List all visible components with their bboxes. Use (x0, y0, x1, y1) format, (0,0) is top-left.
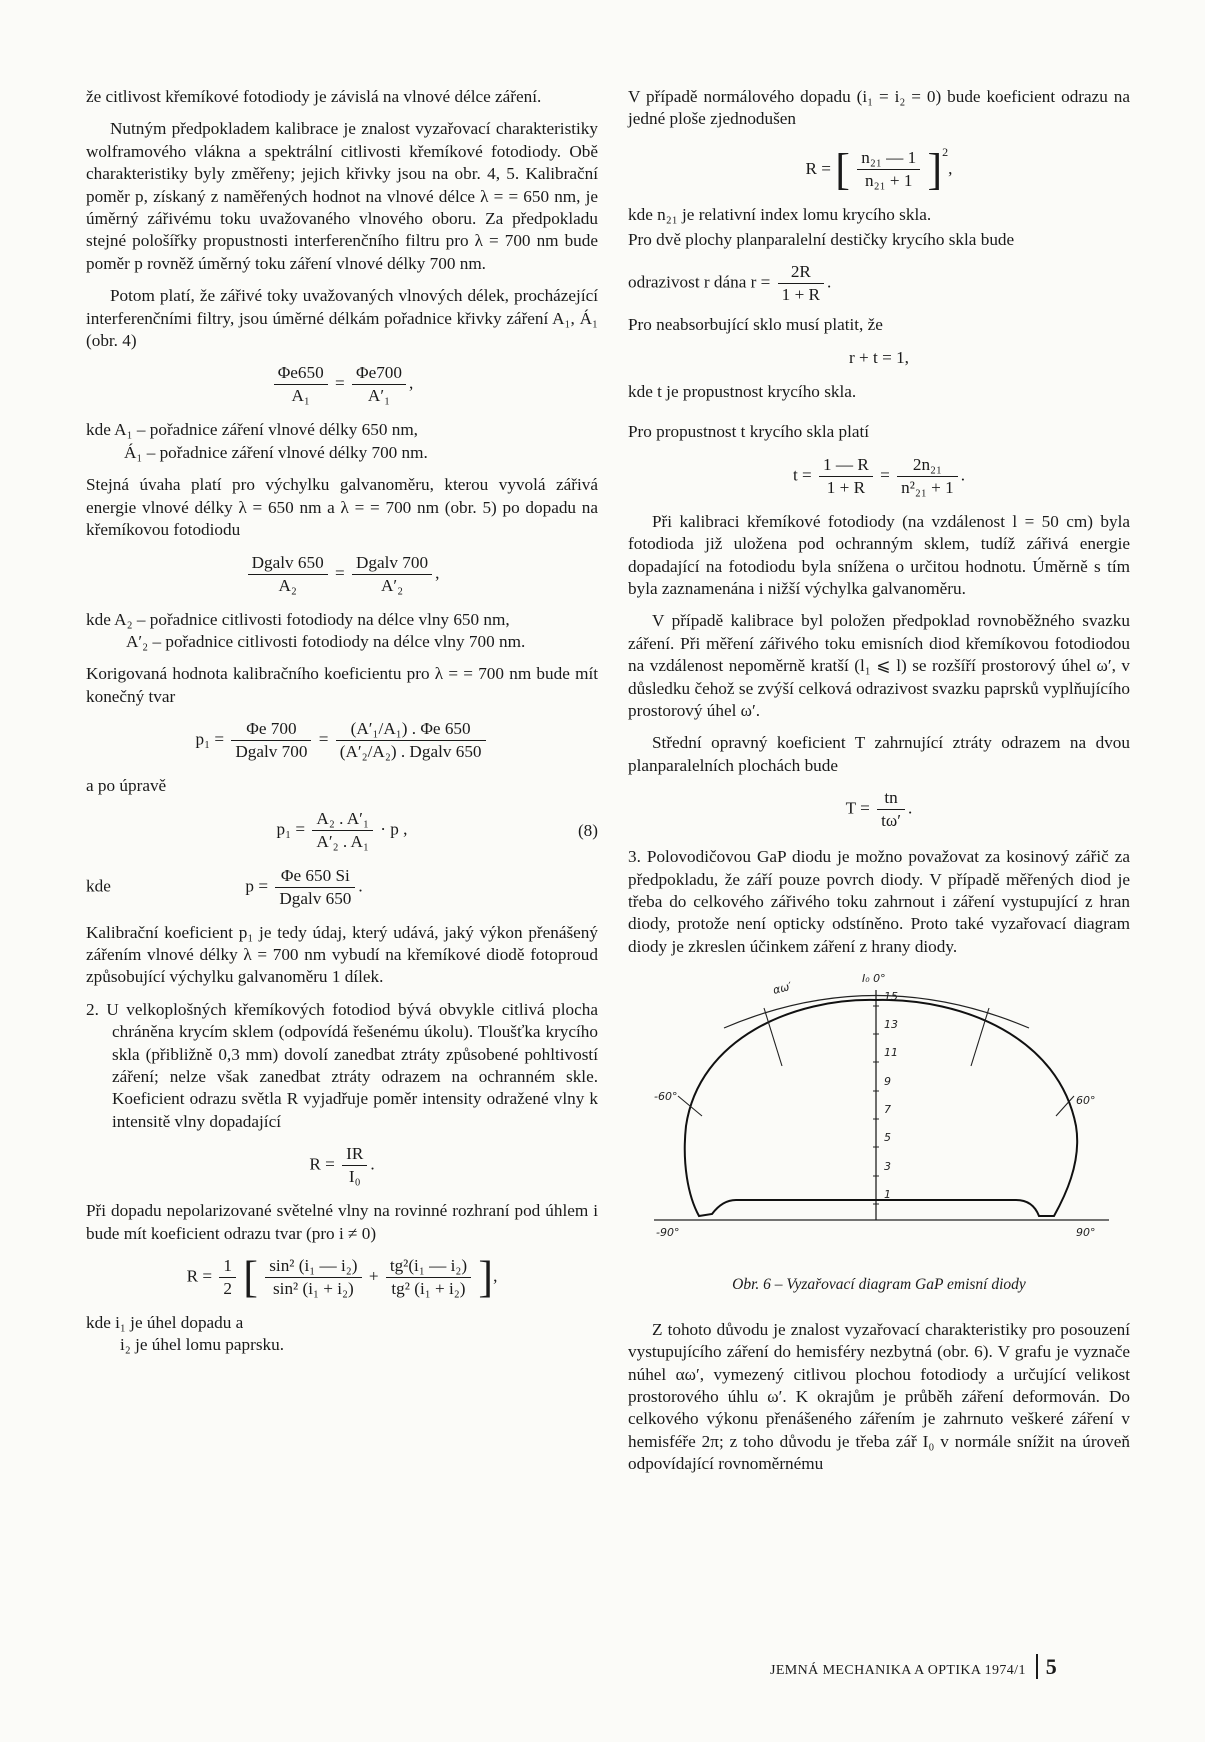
eq-denominator: Dgalv 700 (235, 742, 308, 762)
tick-label: 15 (884, 990, 898, 1004)
radiation-curve (685, 1000, 1077, 1216)
eq-denominator: tg² (i₁ + i₂) (391, 1279, 466, 1298)
equation-r2: odrazivost r dána r = $\frac{2R}{1 + R}$ . (628, 262, 832, 305)
eq-lhs: R = (186, 1266, 213, 1286)
tick-label: 3 (884, 1160, 891, 1174)
eq-numerator: Φe 700 (231, 718, 311, 741)
paragraph: a po úpravě (86, 776, 167, 796)
eq-denominator: (A′₂/A₂) . Dgalv 650 (339, 742, 482, 762)
eq-lhs: T = (845, 798, 870, 818)
eq-numerator: Φe650 (274, 362, 328, 385)
equation-2: $\frac{\text{Dgalv 650}}{\text{A₂}}$ = $\frac{\text{Dgalv 700}}{\text{A′₂}}$ , (86, 552, 598, 597)
eq-denominator: Dgalv 650 (279, 888, 352, 908)
kde-label: kde (86, 875, 111, 895)
eq-numerator: IR (342, 1143, 367, 1166)
paragraph: 3. Polovodičovou GaP diodu je možno považovat za kosinový zářič za předpokladu, že září pouze povrch diody. V případě měřených diod je třeba do celkového zářivého toku zahrnout i záření vystupující z hran diody, protože není opticky odstíněno. Proto také vyzařovací diagram diody je zkreslen účinkem záření z hrany diody. (628, 847, 1130, 956)
eq-denominator: A₁ (291, 386, 310, 406)
paragraph-numbered: 2. U velkoplošných křemíkových fotodiod bývá obvykle citlivá plocha chráněna krycím sklem (odpovídá řešenému úkolu). Tloušťka krycího skla (přibližně 0,3 mm) dovolí zanedbat ztráty způsobené pohltivostí záření; nelze však zanedbat ztráty odrazem na ochranném skle. Koeficient odrazu světla R vyjadřuje poměr intensity odražené vlny k intensitě vlny dopadající (86, 999, 598, 1131)
right-bracket: ] (478, 1252, 494, 1302)
equation-r3: r + t = 1, (849, 347, 909, 367)
right-bracket: ] (927, 144, 943, 194)
eq-denominator: I₀ (348, 1167, 361, 1187)
eq-numerator: Dgalv 650 (248, 552, 328, 575)
definition-line: Á₁ – pořadnice záření vlnové délky 700 nm. (124, 442, 428, 462)
eq-numerator: tn (877, 787, 905, 810)
equation-6: R = $\frac{IR}{\text{I₀}}$ . (309, 1144, 375, 1187)
eq-numerator: 2n₂₁ (897, 454, 958, 477)
paragraph: Pro propustnost t krycího skla platí (628, 422, 870, 442)
paragraph: Potom platí, že zářivé toky uvažovaných vlnových délek, procházející interferenčními filtry, jsou úměrné délkám pořadnice křivky záření A₁, Á₁ (obr. 4) (86, 286, 598, 351)
paragraph: Při kalibraci křemíkové fotodiody (na vzdálenost l = 50 cm) byla fotodioda již uložena pod ochranným sklem, tudíž zářivá energie dopadající na fotodiodu byla snížena o určitou hodnotu. Úměrně s tím byla zaznamenána i nižší výchylka galvanoměru. (628, 511, 1130, 599)
definitions-2 (86, 609, 598, 654)
page-footer (770, 1654, 1057, 1680)
eq-lhs: R = (309, 1154, 335, 1174)
definition-line: kde A₁ – pořadnice záření vlnové délky 650 nm, (86, 420, 418, 440)
paragraph: Nutným předpokladem kalibrace je znalost vyzařovací charakteristiky wolframového vlákna a spektrální citlivosti křemíkové fotodiody. Obě charakteristiky byly změřeny; jejich křivky jsou na obr. 4, 5. Kalibrační poměr p, získaný z naměřených hodnot na vlnové délce λ = = 650 nm, je úměrný zářivému toku uvažovaného vlnového oboru. Za předpokladu stejné pološířky propustnosti interferenčního filtru pro λ = 700 nm bude poměr p rovněž úměrný toku záření vlnové délky 700 nm. (86, 119, 598, 273)
eq-numerator: n₂₁ — 1 (857, 147, 920, 170)
label-omega: αω′ (771, 980, 794, 998)
definition-line: kde A₂ – pořadnice citlivosti fotodiody na délce vlny 650 nm, (86, 609, 510, 629)
definition-line: kde i₁ je úhel dopadu a (86, 1313, 244, 1332)
eq-denominator: 2 (223, 1279, 232, 1298)
tick-label: 5 (884, 1131, 891, 1145)
left-column (86, 86, 598, 1367)
paragraph: kde n₂₁ je relativní index lomu krycího skla. (628, 205, 932, 225)
eq-denominator: 1 + R (781, 285, 821, 305)
eq-denominator: A′₂ . A₁ (316, 831, 369, 851)
eq-lhs: p₁ = (195, 729, 225, 749)
equation-5: kde p = $\frac{\Phi e 650 Si}{\text{Dgalv 650}}$ . (86, 865, 363, 908)
paragraph: Střední opravný koeficient T zahrnující ztráty odrazem na dvou planparalelních plochách bude (628, 733, 1130, 775)
paragraph: Pro neabsorbující sklo musí platit, že (628, 315, 883, 335)
eq-numerator: tg²(i₁ — i₂) (386, 1255, 471, 1278)
eq-numerator: 1 (219, 1255, 236, 1278)
eq-denominator: 1 + R (826, 477, 866, 497)
equation-r1: R = [ $\frac{\text{n₂₁ — 1}}{\text{n₂₁ + 1}}$ ]$^2$, (805, 144, 953, 194)
eq-numerator: (A′₁/A₁) . Φe 650 (336, 718, 486, 741)
label-minus60: -60° (654, 1090, 678, 1104)
paragraph: V případě kalibrace byl položen předpoklad rovnoběžného svazku záření. Při měření zářivého toku emisních diod křemíkovou fotodiodou na vzdálenost nepoměrně kratší (l₁ ⩽ l) se rozšíří prostorový úhel ω′, v důsledku čehož se zvýší celková odrazivost svazku paprsků vyplňujícího prostorový úhel ω′. (628, 611, 1130, 721)
eq-numerator: 2R (778, 261, 824, 284)
eq-denominator: A′₂ (380, 575, 404, 595)
eq-numerator: 1 — R (819, 454, 873, 477)
eq-numerator: sin² (i₁ — i₂) (265, 1255, 361, 1278)
label-plus60: 60° (1076, 1094, 1096, 1108)
tick-label: 9 (884, 1075, 891, 1089)
eq-numerator: Φe700 (352, 362, 406, 385)
paragraph: Stejná úvaha platí pro výchylku galvanoměru, kterou vyvolá zářivá energie vlnové délky λ = 650 nm a λ = = 700 nm (obr. 5) po dopadu na křemíkovou fotodiodu (86, 475, 598, 540)
tick-label: 11 (884, 1046, 898, 1060)
left-bracket: [ (243, 1252, 258, 1302)
eq-lhs: t = (792, 465, 812, 485)
eq-lhs: p₁ = (276, 818, 306, 838)
eq-lhs: p = (245, 875, 269, 895)
equation-number: (8) (577, 820, 598, 840)
eq-denominator: tω′ (881, 811, 902, 831)
label-minus90: -90° (656, 1226, 680, 1240)
paragraph: Korigovaná hodnota kalibračního koeficientu pro λ = = 700 nm bude mít konečný tvar (86, 664, 598, 706)
equation-r5: T = $\frac{tn}{t\omega'}$ . (845, 788, 913, 831)
tick-label: 1 (884, 1188, 891, 1202)
eq-denominator: A₂ (278, 575, 297, 595)
eq-denominator: n₂₁ + 1 (864, 171, 913, 191)
label-plus90: 90° (1076, 1226, 1096, 1240)
tick-left-60 (678, 1096, 702, 1116)
eq-numerator: Φe 650 Si (275, 865, 355, 888)
eq-rest: · p , (380, 818, 408, 838)
tick-label: 13 (884, 1018, 898, 1032)
paragraph: V případě normálového dopadu (i₁ = i₂ = 0) bude koeficient odrazu na jedné ploše zjednodušen (628, 87, 1130, 129)
paragraph: že citlivost křemíkové fotodiody je závislá na vlnové délce záření. (86, 87, 542, 106)
equation-8 (86, 808, 598, 853)
eq-denominator: n²₂₁ + 1 (901, 477, 954, 497)
paragraph: Kalibrační koeficient p₁ je tedy údaj, který udává, jaký výkon přenášený zářením vlnové délky λ = 700 nm vybudí na křemíkové diodě fotoproud způsobující výchylku galvanoměru 1 dílek. (86, 922, 598, 987)
page-number: 5 (1036, 1654, 1057, 1679)
definition-line: A′₂ – pořadnice citlivosti fotodiody na délce vlny 700 nm. (126, 631, 526, 651)
figure-caption: Obr. 6 – Vyzařovací diagram GaP emisní diody (732, 1276, 1026, 1294)
eq-lhs: odrazivost r dána r = (628, 272, 771, 292)
paragraph: Z tohoto důvodu je znalost vyzařovací charakteristiky pro posouzení vystupujícího záření do hemisféry nezbytná (obr. 6). V grafu je vyznače núhel αω′, vymezený citlivou plochou fotodiody a určující velikost prostorového úhlu ω′. K okrajům je průběh záření deformován. Do celkového výkonu přenášeného zářením je zahrnuto veškeré záření v hemisféře 2π; z toho důvodu je třeba zář I₀ v normále snížit na úroveň odpovídající rovnoměrnému (628, 1319, 1130, 1474)
journal-name: JEMNÁ MECHANIKA A OPTIKA 1974/1 (770, 1663, 1026, 1678)
eq-lhs: R = (805, 158, 831, 178)
eq-power: 2 (942, 144, 949, 159)
definition-line: i₂ je úhel lomu paprsku. (120, 1335, 284, 1355)
equation-r4: t = $\frac{1 — R}{1 + R}$ = $\frac{\text{2n₂₁}}{\text{n²₂₁ + 1}}$ . (792, 454, 966, 497)
equation-1: $\frac{\Phi e650}{\text{A₁}}$ = $\frac{\Phi e700}{\text{A′₁}}$ , (86, 362, 598, 407)
eq-denominator: sin² (i₁ + i₂) (272, 1279, 354, 1298)
paragraph: Při dopadu nepolarizované světelné vlny na rovinné rozhraní pod úhlem i bude mít koeficient odrazu tvar (pro i ≠ 0) (86, 1201, 598, 1243)
definitions-3 (86, 1312, 598, 1357)
paragraph: kde t je propustnost krycího skla. (628, 381, 857, 401)
tick-label: 7 (884, 1103, 891, 1117)
eq-denominator: A′₁ (367, 386, 391, 406)
eq-numerator: A₂ . A′₁ (312, 808, 373, 831)
equation-3: p₁ = $\frac{\Phi e 700}{\text{Dgalv 700}}$ = $\frac{\text{(A′₁/A₁) . Φe 650}}{\text{(A′₂/A₂) . Dgalv 650}}$ (86, 718, 598, 763)
paragraph: Pro dvě plochy planparalelní destičky krycího skla bude (628, 229, 1015, 249)
label-i0: I₀ 0° (862, 972, 886, 986)
eq-numerator: Dgalv 700 (352, 552, 432, 575)
equation-7: R = $\frac{1}{2}$ [ $\frac{\text{sin² (i₁ — i₂)}}{\text{sin² (i₁ + i₂)}}$ + $\frac{\text{tg²(i₁ — i₂)}}{\text{tg² (i₁ + i₂)}}$ ], (186, 1252, 498, 1302)
definitions-1 (86, 419, 598, 464)
radiation-diagram-figure (644, 968, 1114, 1268)
right-column (628, 86, 1130, 1486)
left-bracket: [ (835, 144, 850, 194)
